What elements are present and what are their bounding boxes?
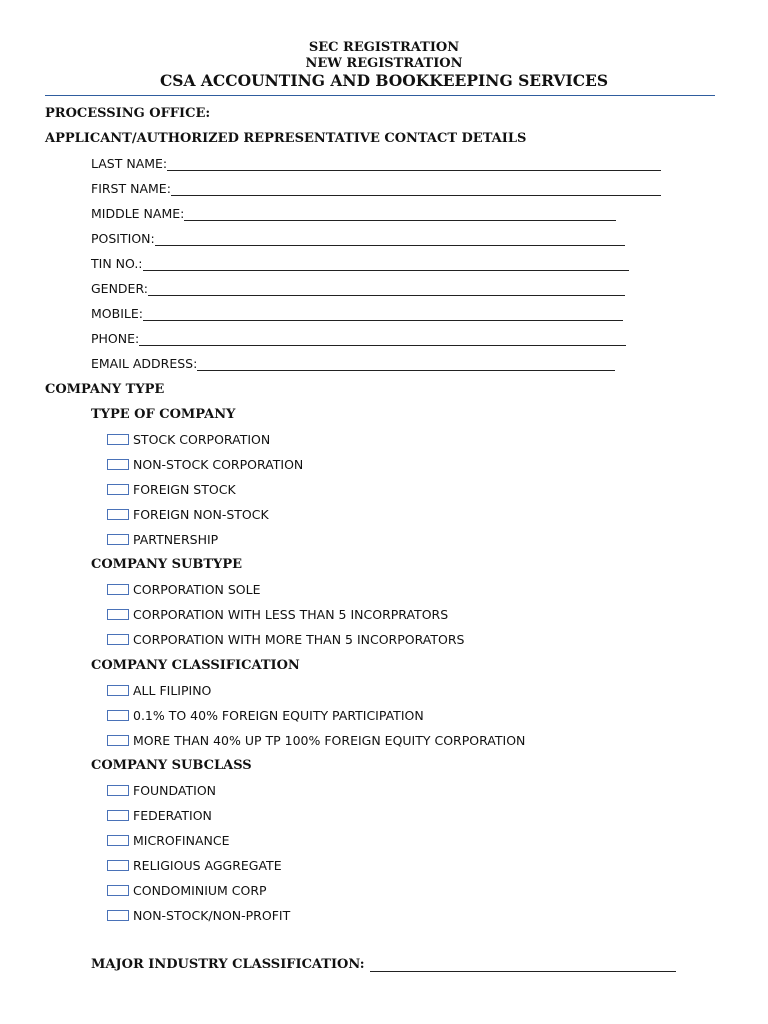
option-stock-corporation[interactable] [107, 432, 270, 447]
form-title-sec-registration: SEC REGISTRATION [308, 40, 460, 55]
option-condominium-corp[interactable] [107, 883, 267, 898]
phone-label: PHONE: [91, 331, 140, 346]
email-address-field[interactable] [91, 356, 615, 371]
last-name-field[interactable] [91, 156, 661, 171]
foreign-non-stock-label: FOREIGN NON-STOCK [133, 507, 269, 522]
option-less-than-5-incorporators[interactable] [107, 607, 448, 622]
last-name-line[interactable] [167, 156, 661, 171]
tin-no-field[interactable] [91, 256, 629, 271]
foreign-non-stock-checkbox[interactable] [107, 509, 129, 520]
corporation-sole-label: CORPORATION SOLE [133, 582, 261, 597]
option-all-filipino[interactable] [107, 683, 211, 698]
foreign-equity-0-1-to-40-checkbox[interactable] [107, 710, 129, 721]
last-name-label: LAST NAME: [91, 156, 168, 171]
tin-no-line[interactable] [143, 256, 629, 271]
partnership-checkbox[interactable] [107, 534, 129, 545]
option-federation[interactable] [107, 808, 212, 823]
more-than-5-incorporators-checkbox[interactable] [107, 634, 129, 645]
stock-corporation-label: STOCK CORPORATION [133, 432, 271, 447]
foreign-stock-checkbox[interactable] [107, 484, 129, 495]
non-stock-non-profit-checkbox[interactable] [107, 910, 129, 921]
mobile-field[interactable] [91, 306, 623, 321]
non-stock-corporation-label: NON-STOCK CORPORATION [133, 457, 304, 472]
company-subclass-heading: COMPANY SUBCLASS [91, 758, 252, 773]
company-classification-heading: COMPANY CLASSIFICATION [91, 658, 300, 673]
company-name-title: CSA ACCOUNTING AND BOOKKEEPING SERVICES [159, 71, 609, 90]
form-title-new-registration: NEW REGISTRATION [305, 56, 463, 71]
foreign-stock-label: FOREIGN STOCK [133, 482, 236, 497]
less-than-5-incorporators-checkbox[interactable] [107, 609, 129, 620]
header-divider [45, 95, 715, 96]
option-non-stock-corporation[interactable] [107, 457, 303, 472]
middle-name-field[interactable] [91, 206, 616, 221]
position-line[interactable] [155, 231, 625, 246]
email-address-label: EMAIL ADDRESS: [91, 356, 198, 371]
major-industry-label: MAJOR INDUSTRY CLASSIFICATION: [91, 957, 365, 972]
tin-no-label: TIN NO.: [91, 256, 143, 271]
foreign-equity-over-40-label: MORE THAN 40% UP TP 100% FOREIGN EQUITY CORPORATION [133, 733, 526, 748]
mobile-line[interactable] [143, 306, 623, 321]
first-name-label: FIRST NAME: [91, 181, 171, 196]
federation-checkbox[interactable] [107, 810, 129, 821]
religious-aggregate-checkbox[interactable] [107, 860, 129, 871]
foundation-checkbox[interactable] [107, 785, 129, 796]
option-more-than-5-incorporators[interactable] [107, 632, 464, 647]
condominium-corp-label: CONDOMINIUM CORP [133, 883, 267, 898]
gender-label: GENDER: [91, 281, 148, 296]
option-religious-aggregate[interactable] [107, 858, 282, 873]
foreign-equity-0-1-to-40-label: 0.1% TO 40% FOREIGN EQUITY PARTICIPATION [133, 708, 424, 723]
partnership-label: PARTNERSHIP [133, 532, 219, 547]
option-non-stock-non-profit[interactable] [107, 908, 290, 923]
company-type-heading: COMPANY TYPE [45, 382, 165, 397]
email-address-line[interactable] [197, 356, 615, 371]
gender-field[interactable] [91, 281, 625, 296]
position-field[interactable] [91, 231, 625, 246]
phone-line[interactable] [139, 331, 626, 346]
gender-line[interactable] [148, 281, 625, 296]
option-foreign-equity-over-40[interactable] [107, 733, 525, 748]
first-name-line[interactable] [171, 181, 661, 196]
option-foreign-non-stock[interactable] [107, 507, 269, 522]
middle-name-line[interactable] [184, 206, 616, 221]
foundation-label: FOUNDATION [133, 783, 217, 798]
non-stock-non-profit-label: NON-STOCK/NON-PROFIT [133, 908, 291, 923]
company-subtype-heading: COMPANY SUBTYPE [91, 557, 243, 572]
condominium-corp-checkbox[interactable] [107, 885, 129, 896]
less-than-5-incorporators-label: CORPORATION WITH LESS THAN 5 INCORPRATORS [133, 607, 449, 622]
religious-aggregate-label: RELIGIOUS AGGREGATE [133, 858, 282, 873]
option-partnership[interactable] [107, 532, 218, 547]
option-foreign-equity-0-1-to-40[interactable] [107, 708, 424, 723]
all-filipino-checkbox[interactable] [107, 685, 129, 696]
phone-field[interactable] [91, 331, 626, 346]
type-of-company-heading: TYPE OF COMPANY [91, 407, 236, 422]
mobile-label: MOBILE: [91, 306, 143, 321]
more-than-5-incorporators-label: CORPORATION WITH MORE THAN 5 INCORPORATORS [133, 632, 465, 647]
foreign-equity-over-40-checkbox[interactable] [107, 735, 129, 746]
option-foreign-stock[interactable] [107, 482, 236, 497]
microfinance-checkbox[interactable] [107, 835, 129, 846]
option-foundation[interactable] [107, 783, 216, 798]
corporation-sole-checkbox[interactable] [107, 584, 129, 595]
all-filipino-label: ALL FILIPINO [133, 683, 212, 698]
contact-details-heading: APPLICANT/AUTHORIZED REPRESENTATIVE CONTACT DETAILS [45, 131, 527, 146]
position-label: POSITION: [91, 231, 155, 246]
option-corporation-sole[interactable] [107, 582, 261, 597]
microfinance-label: MICROFINANCE [133, 833, 230, 848]
non-stock-corporation-checkbox[interactable] [107, 459, 129, 470]
federation-label: FEDERATION [133, 808, 212, 823]
major-industry-field[interactable] [91, 957, 676, 972]
stock-corporation-checkbox[interactable] [107, 434, 129, 445]
processing-office-label: PROCESSING OFFICE: [45, 106, 211, 121]
first-name-field[interactable] [91, 181, 661, 196]
major-industry-line[interactable] [370, 957, 676, 972]
option-microfinance[interactable] [107, 833, 229, 848]
middle-name-label: MIDDLE NAME: [91, 206, 185, 221]
